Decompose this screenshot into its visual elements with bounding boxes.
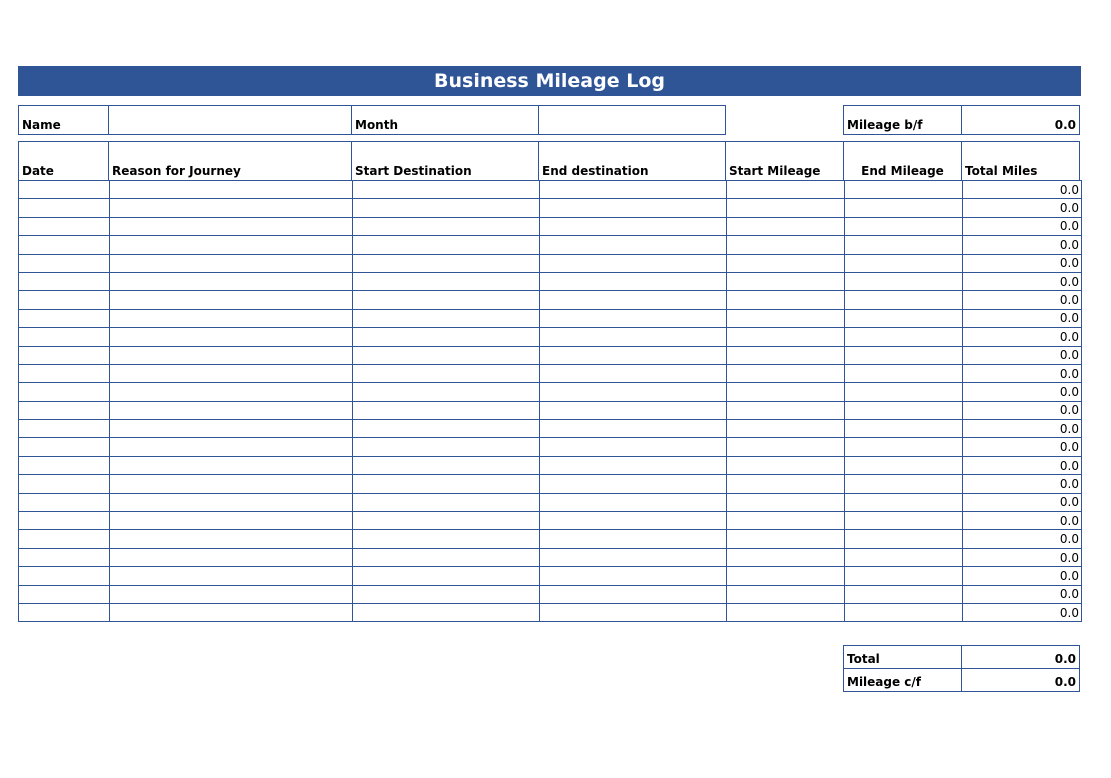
cell-start-destination[interactable] xyxy=(353,291,540,309)
cell-end-destination[interactable] xyxy=(540,309,727,327)
cell-total-miles: 0.0 xyxy=(963,217,1082,235)
cell-start-mileage[interactable] xyxy=(727,420,845,438)
column-header-date: Date xyxy=(18,141,109,181)
cell-start-mileage[interactable] xyxy=(727,475,845,493)
cell-reason[interactable] xyxy=(110,291,353,309)
table-row xyxy=(19,328,1082,346)
cell-start-mileage[interactable] xyxy=(727,567,845,585)
table-row xyxy=(19,309,1082,327)
cell-end-mileage[interactable] xyxy=(845,475,963,493)
cell-start-destination[interactable] xyxy=(353,254,540,272)
cell-date[interactable] xyxy=(19,585,110,603)
cell-date[interactable] xyxy=(19,199,110,217)
table-row xyxy=(19,420,1082,438)
cell-start-mileage[interactable] xyxy=(727,585,845,603)
column-header-end-destination: End destination xyxy=(538,141,726,181)
cell-end-mileage[interactable] xyxy=(845,530,963,548)
cell-start-mileage[interactable] xyxy=(727,199,845,217)
cell-start-mileage[interactable] xyxy=(727,254,845,272)
cell-reason[interactable] xyxy=(110,530,353,548)
table-row xyxy=(19,383,1082,401)
cell-start-destination[interactable] xyxy=(353,420,540,438)
cell-date[interactable] xyxy=(19,493,110,511)
cell-end-mileage[interactable] xyxy=(845,364,963,382)
cell-start-destination[interactable] xyxy=(353,346,540,364)
cell-end-mileage[interactable] xyxy=(845,199,963,217)
cell-total-miles: 0.0 xyxy=(963,346,1082,364)
cell-reason[interactable] xyxy=(110,475,353,493)
cell-end-destination[interactable] xyxy=(540,603,727,621)
cell-start-destination[interactable] xyxy=(353,181,540,199)
cell-start-destination[interactable] xyxy=(353,493,540,511)
cell-total-miles: 0.0 xyxy=(963,383,1082,401)
cell-start-destination[interactable] xyxy=(353,475,540,493)
column-header-start-mileage: Start Mileage xyxy=(725,141,844,181)
cell-total-miles: 0.0 xyxy=(963,309,1082,327)
cell-end-destination[interactable] xyxy=(540,181,727,199)
cell-date[interactable] xyxy=(19,346,110,364)
cell-total-miles: 0.0 xyxy=(963,585,1082,603)
cell-end-destination[interactable] xyxy=(540,236,727,254)
cell-date[interactable] xyxy=(19,328,110,346)
table-row xyxy=(19,512,1082,530)
cell-total-miles: 0.0 xyxy=(963,401,1082,419)
cell-reason[interactable] xyxy=(110,199,353,217)
cell-start-destination[interactable] xyxy=(353,438,540,456)
mileage-bf-value[interactable]: 0.0 xyxy=(961,105,1080,135)
cell-reason[interactable] xyxy=(110,567,353,585)
cell-reason[interactable] xyxy=(110,254,353,272)
cell-end-destination[interactable] xyxy=(540,438,727,456)
cell-start-destination[interactable] xyxy=(353,530,540,548)
cell-total-miles: 0.0 xyxy=(963,475,1082,493)
cell-total-miles: 0.0 xyxy=(963,512,1082,530)
cell-total-miles: 0.0 xyxy=(963,548,1082,566)
cell-end-destination[interactable] xyxy=(540,530,727,548)
table-row xyxy=(19,254,1082,272)
cell-date[interactable] xyxy=(19,181,110,199)
cell-end-destination[interactable] xyxy=(540,199,727,217)
cell-start-mileage[interactable] xyxy=(727,383,845,401)
cell-end-mileage[interactable] xyxy=(845,493,963,511)
cell-reason[interactable] xyxy=(110,512,353,530)
cell-end-mileage[interactable] xyxy=(845,181,963,199)
cell-total-miles: 0.0 xyxy=(963,456,1082,474)
cell-end-mileage[interactable] xyxy=(845,567,963,585)
cell-total-miles: 0.0 xyxy=(963,328,1082,346)
cell-start-destination[interactable] xyxy=(353,603,540,621)
cell-start-mileage[interactable] xyxy=(727,272,845,290)
table-row xyxy=(19,291,1082,309)
cell-total-miles: 0.0 xyxy=(963,181,1082,199)
mileage-cf-value: 0.0 xyxy=(961,668,1080,692)
cell-total-miles: 0.0 xyxy=(963,438,1082,456)
cell-end-destination[interactable] xyxy=(540,420,727,438)
cell-total-miles: 0.0 xyxy=(963,291,1082,309)
cell-end-mileage[interactable] xyxy=(845,236,963,254)
cell-date[interactable] xyxy=(19,236,110,254)
cell-end-destination[interactable] xyxy=(540,475,727,493)
table-row xyxy=(19,217,1082,235)
cell-start-mileage[interactable] xyxy=(727,181,845,199)
cell-total-miles: 0.0 xyxy=(963,254,1082,272)
cell-end-destination[interactable] xyxy=(540,585,727,603)
table-row xyxy=(19,475,1082,493)
cell-start-destination[interactable] xyxy=(353,401,540,419)
cell-start-destination[interactable] xyxy=(353,364,540,382)
cell-total-miles: 0.0 xyxy=(963,199,1082,217)
cell-end-destination[interactable] xyxy=(540,401,727,419)
cell-start-mileage[interactable] xyxy=(727,456,845,474)
cell-start-mileage[interactable] xyxy=(727,603,845,621)
cell-end-destination[interactable] xyxy=(540,291,727,309)
table-row xyxy=(19,438,1082,456)
cell-end-destination[interactable] xyxy=(540,364,727,382)
column-header-total-miles: Total Miles xyxy=(961,141,1080,181)
table-row xyxy=(19,548,1082,566)
table-row xyxy=(19,401,1082,419)
cell-start-mileage[interactable] xyxy=(727,438,845,456)
cell-start-destination[interactable] xyxy=(353,512,540,530)
cell-end-mileage[interactable] xyxy=(845,420,963,438)
cell-reason[interactable] xyxy=(110,493,353,511)
cell-date[interactable] xyxy=(19,475,110,493)
cell-date[interactable] xyxy=(19,254,110,272)
cell-end-destination[interactable] xyxy=(540,328,727,346)
total-value: 0.0 xyxy=(961,645,1080,669)
column-header-start-destination: Start Destination xyxy=(351,141,539,181)
cell-date[interactable] xyxy=(19,272,110,290)
column-header-end-mileage: End Mileage xyxy=(843,141,962,181)
cell-total-miles: 0.0 xyxy=(963,567,1082,585)
cell-end-destination[interactable] xyxy=(540,217,727,235)
cell-start-destination[interactable] xyxy=(353,199,540,217)
table-row xyxy=(19,346,1082,364)
month-field[interactable] xyxy=(538,105,726,135)
cell-reason[interactable] xyxy=(110,364,353,382)
table-row xyxy=(19,585,1082,603)
page-title: Business Mileage Log xyxy=(18,66,1081,96)
cell-end-destination[interactable] xyxy=(540,254,727,272)
name-label: Name xyxy=(18,105,109,135)
cell-reason[interactable] xyxy=(110,236,353,254)
month-label: Month xyxy=(351,105,539,135)
cell-end-destination[interactable] xyxy=(540,493,727,511)
cell-reason[interactable] xyxy=(110,217,353,235)
cell-reason[interactable] xyxy=(110,420,353,438)
mileage-cf-label: Mileage c/f xyxy=(843,668,962,692)
cell-end-mileage[interactable] xyxy=(845,309,963,327)
cell-end-mileage[interactable] xyxy=(845,291,963,309)
cell-date[interactable] xyxy=(19,438,110,456)
cell-date[interactable] xyxy=(19,291,110,309)
cell-reason[interactable] xyxy=(110,181,353,199)
cell-start-mileage[interactable] xyxy=(727,512,845,530)
cell-reason[interactable] xyxy=(110,309,353,327)
cell-reason[interactable] xyxy=(110,603,353,621)
cell-reason[interactable] xyxy=(110,585,353,603)
cell-reason[interactable] xyxy=(110,328,353,346)
cell-start-destination[interactable] xyxy=(353,383,540,401)
cell-start-destination[interactable] xyxy=(353,328,540,346)
cell-date[interactable] xyxy=(19,217,110,235)
cell-end-mileage[interactable] xyxy=(845,512,963,530)
cell-date[interactable] xyxy=(19,567,110,585)
cell-start-mileage[interactable] xyxy=(727,364,845,382)
cell-date[interactable] xyxy=(19,603,110,621)
cell-total-miles: 0.0 xyxy=(963,364,1082,382)
cell-start-mileage[interactable] xyxy=(727,291,845,309)
cell-start-mileage[interactable] xyxy=(727,548,845,566)
cell-reason[interactable] xyxy=(110,401,353,419)
table-row xyxy=(19,272,1082,290)
cell-end-mileage[interactable] xyxy=(845,346,963,364)
cell-end-mileage[interactable] xyxy=(845,217,963,235)
cell-end-destination[interactable] xyxy=(540,548,727,566)
table-row xyxy=(19,456,1082,474)
cell-end-mileage[interactable] xyxy=(845,548,963,566)
cell-total-miles: 0.0 xyxy=(963,236,1082,254)
total-label: Total xyxy=(843,645,962,669)
cell-start-mileage[interactable] xyxy=(727,217,845,235)
mileage-table xyxy=(18,180,1082,622)
cell-end-destination[interactable] xyxy=(540,567,727,585)
cell-start-destination[interactable] xyxy=(353,548,540,566)
cell-start-mileage[interactable] xyxy=(727,401,845,419)
cell-start-destination[interactable] xyxy=(353,217,540,235)
cell-date[interactable] xyxy=(19,401,110,419)
cell-start-mileage[interactable] xyxy=(727,309,845,327)
cell-start-mileage[interactable] xyxy=(727,328,845,346)
cell-start-destination[interactable] xyxy=(353,567,540,585)
cell-end-mileage[interactable] xyxy=(845,585,963,603)
table-row xyxy=(19,493,1082,511)
table-row xyxy=(19,236,1082,254)
cell-start-destination[interactable] xyxy=(353,585,540,603)
cell-start-destination[interactable] xyxy=(353,272,540,290)
cell-end-mileage[interactable] xyxy=(845,272,963,290)
cell-total-miles: 0.0 xyxy=(963,420,1082,438)
cell-reason[interactable] xyxy=(110,548,353,566)
cell-end-destination[interactable] xyxy=(540,456,727,474)
cell-end-mileage[interactable] xyxy=(845,401,963,419)
cell-end-destination[interactable] xyxy=(540,383,727,401)
cell-end-destination[interactable] xyxy=(540,512,727,530)
cell-start-destination[interactable] xyxy=(353,236,540,254)
cell-date[interactable] xyxy=(19,548,110,566)
cell-reason[interactable] xyxy=(110,456,353,474)
mileage-bf-label: Mileage b/f xyxy=(843,105,962,135)
cell-total-miles: 0.0 xyxy=(963,493,1082,511)
cell-date[interactable] xyxy=(19,456,110,474)
cell-end-mileage[interactable] xyxy=(845,383,963,401)
cell-reason[interactable] xyxy=(110,383,353,401)
column-header-reason: Reason for Journey xyxy=(108,141,352,181)
cell-start-mileage[interactable] xyxy=(727,236,845,254)
table-row xyxy=(19,530,1082,548)
cell-date[interactable] xyxy=(19,530,110,548)
table-row xyxy=(19,567,1082,585)
cell-end-mileage[interactable] xyxy=(845,328,963,346)
cell-reason[interactable] xyxy=(110,438,353,456)
cell-date[interactable] xyxy=(19,364,110,382)
cell-end-destination[interactable] xyxy=(540,272,727,290)
cell-end-mileage[interactable] xyxy=(845,438,963,456)
cell-total-miles: 0.0 xyxy=(963,603,1082,621)
cell-total-miles: 0.0 xyxy=(963,530,1082,548)
cell-start-mileage[interactable] xyxy=(727,493,845,511)
cell-start-destination[interactable] xyxy=(353,309,540,327)
name-field[interactable] xyxy=(108,105,352,135)
cell-reason[interactable] xyxy=(110,346,353,364)
cell-date[interactable] xyxy=(19,420,110,438)
cell-start-destination[interactable] xyxy=(353,456,540,474)
cell-start-mileage[interactable] xyxy=(727,346,845,364)
cell-date[interactable] xyxy=(19,383,110,401)
cell-reason[interactable] xyxy=(110,272,353,290)
cell-end-mileage[interactable] xyxy=(845,456,963,474)
cell-end-mileage[interactable] xyxy=(845,254,963,272)
table-row xyxy=(19,364,1082,382)
table-row xyxy=(19,181,1082,199)
cell-date[interactable] xyxy=(19,309,110,327)
cell-date[interactable] xyxy=(19,512,110,530)
cell-start-mileage[interactable] xyxy=(727,530,845,548)
table-row xyxy=(19,603,1082,621)
table-row xyxy=(19,199,1082,217)
cell-end-destination[interactable] xyxy=(540,346,727,364)
cell-total-miles: 0.0 xyxy=(963,272,1082,290)
cell-end-mileage[interactable] xyxy=(845,603,963,621)
